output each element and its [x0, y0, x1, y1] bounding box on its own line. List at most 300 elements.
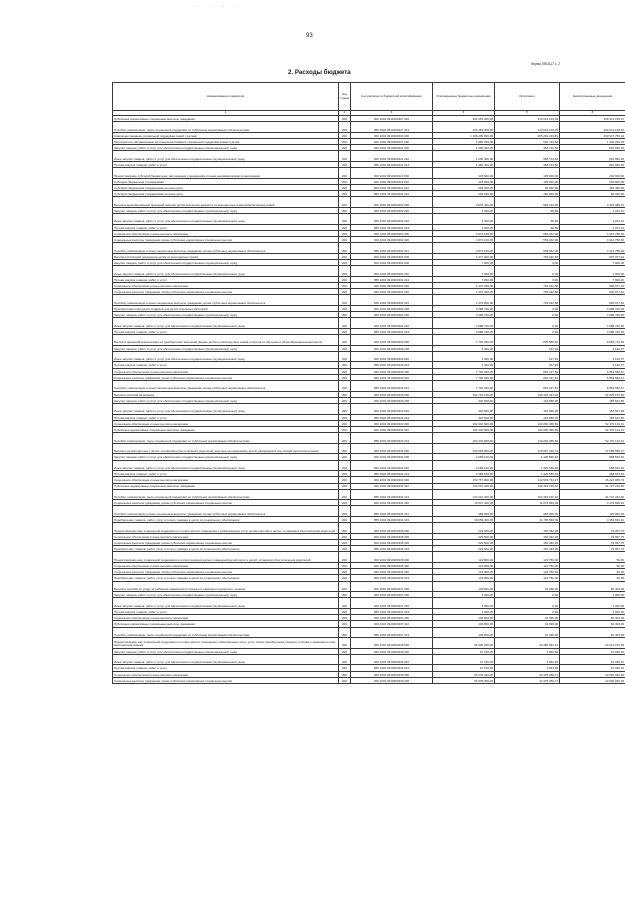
- row-line-code: 200: [339, 460, 351, 471]
- row-name: Закупка товаров, работ и услуг для обеспечения государственных (муниципальных) нужд: [113, 345, 339, 351]
- row-approved-amount: 134 210 400,00: [433, 483, 495, 489]
- row-executed-amount: 114 536 734,27: [495, 477, 560, 483]
- row-classification-code: 000 1004 0910300337 240: [351, 598, 433, 609]
- header-line-code: Код строки: [339, 83, 351, 111]
- row-executed-amount: 0,00: [495, 592, 560, 598]
- row-classification-code: 855 1004 0910300337 244: [351, 608, 433, 614]
- scan-specks: · · · ·: [196, 4, 242, 10]
- row-line-code: 200: [339, 477, 351, 483]
- row-line-code: 200: [339, 266, 351, 277]
- row-unexecuted-amount: 4 314 758,00: [560, 243, 625, 254]
- row-classification-code: 000 1004 0910300333 200: [351, 397, 433, 403]
- row-name: Совершенствование социальной поддержки семей с детьми: [113, 132, 339, 138]
- row-classification-code: 000 1004 0910300337 300: [351, 615, 433, 621]
- row-unexecuted-amount: 31 747 234,82: [560, 489, 625, 500]
- row-executed-amount: 9 663,90: [495, 648, 560, 654]
- table-header-row: [113, 83, 625, 111]
- row-unexecuted-amount: 868 533,54: [560, 454, 625, 460]
- row-approved-amount: 488 000,00: [433, 506, 495, 517]
- row-executed-amount: 164 958,35: [495, 404, 560, 415]
- row-line-code: 200: [339, 665, 351, 671]
- row-name: Прочая закупка товаров, работ и услуг: [113, 608, 339, 614]
- row-approved-amount: 123 800,00: [433, 563, 495, 569]
- row-classification-code: 000 1004 0910300309 240: [351, 351, 433, 362]
- row-unexecuted-amount: 2 231,31: [560, 207, 625, 213]
- row-name: Прочая закупка товаров, работ и услуг: [113, 665, 339, 671]
- row-executed-amount: 836 417,53: [495, 374, 560, 380]
- row-classification-code: 000 1004 0910300335 320: [351, 540, 433, 546]
- row-executed-amount: 140 260 465,69: [495, 433, 560, 444]
- row-approved-amount: 320 500,00: [433, 414, 495, 420]
- row-executed-amount: 150 432,25: [495, 533, 560, 539]
- row-unexecuted-amount: 62 404,00: [560, 627, 625, 638]
- row-approved-amount: 4 874 100,00: [433, 243, 495, 254]
- row-unexecuted-amount: 109 441 159,97: [560, 116, 625, 122]
- header-name: Наименование показателя: [113, 83, 339, 111]
- row-executed-amount: 836 585,46: [495, 335, 560, 346]
- row-name: Приобретение товаров, работ, услуг в пользу граждан в целях их социального обеспечения: [113, 575, 339, 581]
- row-approved-amount: 4 876 400,00: [433, 197, 495, 208]
- row-classification-code: 000 1004 0910300303 200: [351, 260, 433, 266]
- row-approved-amount: 2 289 100,00: [433, 454, 495, 460]
- row-name: Социальное обеспечение и иные выплаты населению: [113, 615, 339, 621]
- row-approved-amount: 192 430 600,00: [433, 426, 495, 432]
- row-executed-amount: 0,00: [495, 266, 560, 277]
- row-unexecuted-amount: 31 747 234,82: [560, 483, 625, 489]
- row-executed-amount: 0,00: [495, 260, 560, 266]
- row-line-code: 200: [339, 648, 351, 654]
- row-line-code: 200: [339, 161, 351, 167]
- row-approved-amount: 1 250 400,00: [433, 161, 495, 167]
- table-row: [113, 351, 625, 362]
- row-name: Иные закупки товаров, работ и услуг для обеспечения государственных (муниципальных) нужд: [113, 318, 339, 329]
- row-line-code: 200: [339, 328, 351, 334]
- form-code: Форма 0503117 с. 2: [531, 62, 561, 66]
- row-unexecuted-amount: 868 533,54: [560, 460, 625, 471]
- row-executed-amount: 44 396,00: [495, 627, 560, 638]
- page-number: 93: [306, 33, 313, 39]
- row-line-code: 200: [339, 351, 351, 362]
- row-classification-code: 000 1004 0910300302 240: [351, 214, 433, 225]
- row-name: Публичные нормативные социальные выплаты гражданам: [113, 426, 339, 432]
- row-approved-amount: 435 600,00: [433, 178, 495, 184]
- row-classification-code: 000 1004 0910300333 310: [351, 426, 433, 432]
- row-name: Прочая закупка товаров, работ и услуг: [113, 362, 339, 368]
- row-approved-amount: 322 459 300,00: [433, 122, 495, 133]
- row-approved-amount: 66 378 300,00: [433, 671, 495, 677]
- row-executed-amount: 213 016 140,03: [495, 122, 560, 133]
- table-row: [113, 460, 625, 471]
- column-number: 6: [560, 111, 625, 116]
- row-name: Субсидии бюджетным учреждениям: [113, 178, 339, 184]
- row-name: Социальные выплаты гражданам, кроме публичных нормативных социальных выплат: [113, 677, 339, 683]
- row-unexecuted-amount: 3 000,00: [560, 608, 625, 614]
- row-executed-amount: 68,69: [495, 214, 560, 225]
- row-executed-amount: 150 000,00: [495, 191, 560, 197]
- row-executed-amount: 123 750,00: [495, 563, 560, 569]
- row-executed-amount: 368 000,00: [495, 506, 560, 517]
- row-classification-code: 809 1004 0910300221 612: [351, 184, 433, 190]
- row-name: Социальное обеспечение и иные выплаты населению: [113, 420, 339, 426]
- table-row: [113, 214, 625, 225]
- row-executed-amount: 44 396,00: [495, 621, 560, 627]
- row-classification-code: 000 1004 0910300333 000: [351, 391, 433, 397]
- row-approved-amount: 320 500,00: [433, 404, 495, 415]
- row-name: Публичные нормативные социальные выплаты гражданам: [113, 116, 339, 122]
- column-number: 4: [433, 111, 495, 116]
- row-approved-amount: 1 370 000,00: [433, 282, 495, 288]
- row-line-code: 200: [339, 305, 351, 311]
- row-executed-amount: 150 432,25: [495, 523, 560, 534]
- row-executed-amount: 836 417,53: [495, 381, 560, 392]
- row-name: Закупка товаров, работ и услуг для обеспечения государственных (муниципальных) нужд: [113, 454, 339, 460]
- row-approved-amount: 106 800,00: [433, 621, 495, 627]
- row-classification-code: 000 1004 0910300335 300: [351, 533, 433, 539]
- row-approved-amount: 21 700,00: [433, 665, 495, 671]
- table-body: [113, 116, 625, 684]
- row-line-code: 200: [339, 260, 351, 266]
- row-line-code: 200: [339, 654, 351, 665]
- row-name: Социальные выплаты гражданам, кроме публичных нормативных социальных выплат: [113, 374, 339, 380]
- row-line-code: 200: [339, 638, 351, 649]
- row-line-code: 200: [339, 197, 351, 208]
- row-classification-code: 000 1004 0910300337 200: [351, 592, 433, 598]
- column-number: 3: [351, 111, 433, 116]
- row-unexecuted-amount: 155 541,65: [560, 404, 625, 415]
- row-approved-amount: 4 088 700,00: [433, 312, 495, 318]
- row-approved-amount: 206 200,00: [433, 191, 495, 197]
- row-unexecuted-amount: 1 132 256,18: [560, 138, 625, 144]
- row-executed-amount: 102 463 165,18: [495, 489, 560, 500]
- row-name: Выплаты детям-сиротам и детям, оставшимся без попечения родителей, выплата на содержание детей, находящихся под опекой (попечительством): [113, 443, 339, 454]
- row-executed-amount: 44 376 259,71: [495, 671, 560, 677]
- row-line-code: 200: [339, 489, 351, 500]
- row-unexecuted-amount: 4 088 700,00: [560, 318, 625, 329]
- row-approved-amount: 3 000,00: [433, 608, 495, 614]
- row-classification-code: 000 1004 0910300337 310: [351, 621, 433, 627]
- row-unexecuted-amount: 79 067,75: [560, 523, 625, 534]
- row-name: Иные закупки товаров, работ и услуг для обеспечения государственных (муниципальных) нужд: [113, 351, 339, 362]
- row-name: Пособия, компенсации и иные социальные выплаты гражданам, кроме публичных нормативных обязательств: [113, 243, 339, 254]
- row-line-code: 200: [339, 443, 351, 454]
- row-name: Приобретение товаров, работ, услуг в пользу граждан в целях их социального обеспечения: [113, 546, 339, 552]
- row-unexecuted-amount: 37 089 556,27: [560, 443, 625, 454]
- row-classification-code: 855 1004 0910300339 244: [351, 665, 433, 671]
- row-classification-code: 000 1004 0910300334 240: [351, 460, 433, 471]
- table-row: [113, 443, 625, 454]
- row-approved-amount: 2 300,00: [433, 207, 495, 213]
- table-row: [113, 654, 625, 665]
- row-approved-amount: 229 500,00: [433, 540, 495, 546]
- row-executed-amount: 769 022,58: [495, 295, 560, 306]
- row-line-code: 200: [339, 420, 351, 426]
- row-unexecuted-amount: 22 014 076,39: [560, 638, 625, 649]
- row-approved-amount: 192 430 600,00: [433, 420, 495, 426]
- row-line-code: 200: [339, 397, 351, 403]
- row-line-code: 200: [339, 471, 351, 477]
- row-name: Выплата денежной компенсации на приобретение школьной формы детям из многодетных семей в период их обучения в общеобразовательной школе: [113, 335, 339, 346]
- row-classification-code: 855 1004 0910300309 244: [351, 362, 433, 368]
- row-classification-code: 855 1004 0910300303 321: [351, 295, 433, 306]
- row-classification-code: 000 1004 0910300304 200: [351, 312, 433, 318]
- row-line-code: 200: [339, 404, 351, 415]
- row-executed-amount: 0,00: [495, 328, 560, 334]
- row-name: Социальные выплаты гражданам, кроме публичных нормативных социальных выплат: [113, 500, 339, 506]
- row-line-code: 200: [339, 230, 351, 236]
- row-unexecuted-amount: 184 400,00: [560, 184, 625, 190]
- row-line-code: 200: [339, 178, 351, 184]
- row-unexecuted-amount: 3 000,00: [560, 592, 625, 598]
- row-executed-amount: 167,93: [495, 345, 560, 351]
- row-approved-amount: 2 300,00: [433, 362, 495, 368]
- row-name: Иные закупки товаров, работ и услуг для обеспечения государственных (муниципальных) нужд: [113, 151, 339, 162]
- row-classification-code: 000 1004 0910300339 000: [351, 638, 433, 649]
- row-unexecuted-amount: 62 404,00: [560, 621, 625, 627]
- row-name: Пособия, компенсации и иные социальные выплаты гражданам, кроме публичных нормативных обязательств: [113, 381, 339, 392]
- row-unexecuted-amount: 891 656,18: [560, 151, 625, 162]
- row-name: Иные закупки товаров, работ и услуг для обеспечения государственных (муниципальных) нужд: [113, 266, 339, 277]
- row-name: Прочая закупка товаров, работ и услуг: [113, 224, 339, 230]
- row-unexecuted-amount: 52 170 134,31: [560, 420, 625, 426]
- row-classification-code: 000 1004 0910300334 310: [351, 483, 433, 489]
- section-title: 2. Расходы бюджета: [288, 69, 351, 76]
- row-approved-amount: 192 751 100,00: [433, 391, 495, 397]
- row-unexecuted-amount: 50,00: [560, 563, 625, 569]
- row-line-code: 200: [339, 533, 351, 539]
- row-approved-amount: 1 377 000,00: [433, 253, 495, 259]
- row-line-code: 200: [339, 151, 351, 162]
- row-classification-code: 000 1004 0910300337 000: [351, 581, 433, 592]
- row-classification-code: 000 1004 0910300221 600: [351, 168, 433, 179]
- row-classification-code: 000 1004 0910300339 240: [351, 654, 433, 665]
- row-name: Приобретение новогодних подарков для детей отдельных категорий: [113, 305, 339, 311]
- row-unexecuted-amount: 155 541,65: [560, 414, 625, 420]
- row-name: Социальное обеспечение и иные выплаты населению: [113, 671, 339, 677]
- row-unexecuted-amount: 4 088 700,00: [560, 305, 625, 311]
- row-approved-amount: 2 300,00: [433, 351, 495, 362]
- row-executed-amount: 213 016 140,03: [495, 116, 560, 122]
- row-approved-amount: 322 459 300,00: [433, 116, 495, 122]
- row-classification-code: 000 1004 0910300000 000: [351, 132, 433, 138]
- row-classification-code: 855 1004 0910300309 321: [351, 381, 433, 392]
- row-name: Выплата стипендий одаренным детям из многодетных семей: [113, 253, 339, 259]
- row-executed-amount: 68,69: [495, 224, 560, 230]
- row-classification-code: 855 1004 0910300334 244: [351, 471, 433, 477]
- row-approved-amount: 2 300,00: [433, 214, 495, 225]
- row-unexecuted-amount: 6 863 582,47: [560, 381, 625, 392]
- row-unexecuted-amount: 79 067,75: [560, 546, 625, 552]
- row-unexecuted-amount: 7 000,00: [560, 276, 625, 282]
- row-classification-code: 000 1004 0910300339 200: [351, 648, 433, 654]
- row-unexecuted-amount: 607 977,42: [560, 253, 625, 259]
- row-name: Иные закупки товаров, работ и услуг для обеспечения государственных (муниципальных) нужд: [113, 404, 339, 415]
- table-row: [113, 598, 625, 609]
- row-name: Социальное обеспечение и иные выплаты населению: [113, 563, 339, 569]
- row-classification-code: 000 1004 0910300304 000: [351, 305, 433, 311]
- row-line-code: 200: [339, 374, 351, 380]
- row-name: Социальное обеспечение и иные выплаты населению: [113, 477, 339, 483]
- table-row: [113, 677, 625, 683]
- row-unexecuted-amount: 4 316 989,31: [560, 197, 625, 208]
- row-classification-code: 000 1004 0910300333 240: [351, 404, 433, 415]
- row-approved-amount: 4 874 100,00: [433, 230, 495, 236]
- row-unexecuted-amount: 230 947 750,19: [560, 132, 625, 138]
- row-executed-amount: 9 663,90: [495, 654, 560, 665]
- table-row: [113, 552, 625, 563]
- row-name: Социальные выплаты гражданам, кроме публичных нормативных социальных выплат: [113, 540, 339, 546]
- row-unexecuted-amount: 52 325 675,96: [560, 391, 625, 397]
- row-unexecuted-amount: 79 067,75: [560, 533, 625, 539]
- row-line-code: 200: [339, 214, 351, 225]
- row-executed-amount: 167,93: [495, 351, 560, 362]
- row-classification-code: 855 1004 0910300302 321: [351, 243, 433, 254]
- row-classification-code: 855 1004 0910300337 313: [351, 627, 433, 638]
- row-name: Прочая закупка товаров, работ и услуг: [113, 471, 339, 477]
- row-name: Пособия, компенсации, меры социальной поддержки по публичным нормативным обязательствам: [113, 433, 339, 444]
- row-classification-code: 000 1004 0910300333 300: [351, 420, 433, 426]
- row-unexecuted-amount: 22 002 040,29: [560, 671, 625, 677]
- row-name: Закупка товаров, работ и услуг для обеспечения государственных (муниципальных) нужд: [113, 397, 339, 403]
- budget-expenses-table: [112, 82, 625, 684]
- row-approved-amount: 2 289 100,00: [433, 471, 495, 477]
- row-approved-amount: 4 088 700,00: [433, 305, 495, 311]
- row-line-code: 200: [339, 500, 351, 506]
- row-unexecuted-amount: 2 132,07: [560, 351, 625, 362]
- row-line-code: 200: [339, 345, 351, 351]
- row-executed-amount: 769 022,58: [495, 282, 560, 288]
- row-line-code: 200: [339, 569, 351, 575]
- row-classification-code: 000 1004 0910300303 300: [351, 282, 433, 288]
- row-line-code: 200: [339, 237, 351, 243]
- row-approved-amount: 320 500,00: [433, 397, 495, 403]
- row-approved-amount: 7 000,00: [433, 276, 495, 282]
- row-name: Иные закупки товаров, работ и услуг для обеспечения государственных (муниципальных) нужд: [113, 460, 339, 471]
- row-executed-amount: 44 385 923,61: [495, 638, 560, 649]
- row-classification-code: 000 1004 0910300303 320: [351, 289, 433, 295]
- row-classification-code: 000 1004 0910300334 300: [351, 477, 433, 483]
- row-classification-code: 000 1004 0910300339 320: [351, 677, 433, 683]
- row-classification-code: 000 1004 0910300302 300: [351, 230, 433, 236]
- row-line-code: 200: [339, 540, 351, 546]
- row-classification-code: 000 1004 0910300335 000: [351, 523, 433, 534]
- row-name: Пособия, компенсации, меры социальной поддержки по публичным нормативным обязательствам: [113, 122, 339, 133]
- row-approved-amount: 1 186 209 000,00: [433, 132, 495, 138]
- row-name: Социальное обеспечение и иные выплаты населению: [113, 533, 339, 539]
- row-unexecuted-amount: 50,00: [560, 575, 625, 581]
- table-row: [113, 381, 625, 392]
- row-unexecuted-amount: 3 000,00: [560, 598, 625, 609]
- row-approved-amount: 106 800,00: [433, 627, 495, 638]
- row-name: Социальное обеспечение и иные выплаты населению: [113, 368, 339, 374]
- row-approved-amount: 16 059 400,00: [433, 517, 495, 523]
- row-classification-code: 855 1004 0910300221 612: [351, 191, 433, 197]
- row-unexecuted-amount: 4 473 830,91: [560, 500, 625, 506]
- row-name: Предоставление мер социальной поддержки по оплате жилого помещения, коммунальных услуг, услуг связи, приобретение твердого топлива и сжиженного газа многодетным семьям: [113, 638, 339, 649]
- table-row: [113, 627, 625, 638]
- row-unexecuted-amount: 22 002 040,29: [560, 677, 625, 683]
- row-name: Мероприятия, направленные на совершенствование социальной поддержки семьи и детей: [113, 138, 339, 144]
- table-row: [113, 581, 625, 592]
- row-name: Социальное обеспечение и иные выплаты населению: [113, 230, 339, 236]
- row-executed-amount: 955 261 249,81: [495, 132, 560, 138]
- row-line-code: 200: [339, 426, 351, 432]
- row-classification-code: 855 1004 0910100327 313: [351, 122, 433, 133]
- row-executed-amount: 1 420 566,46: [495, 460, 560, 471]
- row-executed-amount: 167,93: [495, 362, 560, 368]
- row-line-code: 200: [339, 671, 351, 677]
- row-name: Иные закупки товаров, работ и услуг для обеспечения государственных (муниципальных) нужд: [113, 214, 339, 225]
- row-line-code: 200: [339, 546, 351, 552]
- row-name: Прочая закупка товаров, работ и услуг: [113, 328, 339, 334]
- row-line-code: 200: [339, 523, 351, 534]
- row-line-code: 200: [339, 184, 351, 190]
- row-executed-amount: 533 743,82: [495, 138, 560, 144]
- row-executed-amount: 559 342,00: [495, 243, 560, 254]
- row-name: Закупка товаров, работ и услуг для обеспечения государственных (муниципальных) нужд: [113, 312, 339, 318]
- row-line-code: 200: [339, 483, 351, 489]
- row-approved-amount: 21 700,00: [433, 654, 495, 665]
- row-line-code: 200: [339, 627, 351, 638]
- row-unexecuted-amount: 52 170 134,31: [560, 433, 625, 444]
- row-name: Пособия, компенсации, меры социальной поддержки по публичным нормативным обязательствам: [113, 489, 339, 500]
- row-executed-amount: 44 396,00: [495, 615, 560, 621]
- row-executed-amount: 102 463 165,18: [495, 483, 560, 489]
- row-name: Социальные выплаты гражданам, кроме публичных нормативных социальных выплат: [113, 237, 339, 243]
- row-unexecuted-amount: 891 656,18: [560, 145, 625, 151]
- row-executed-amount: 164 958,35: [495, 414, 560, 420]
- row-unexecuted-amount: 12 036,10: [560, 665, 625, 671]
- row-classification-code: 000 1004 0910300334 200: [351, 454, 433, 460]
- row-unexecuted-amount: 52 170 134,31: [560, 426, 625, 432]
- row-approved-amount: 229 500,00: [433, 533, 495, 539]
- row-line-code: 200: [339, 116, 351, 122]
- row-classification-code: 000 1004 0910300309 300: [351, 368, 433, 374]
- row-line-code: 200: [339, 253, 351, 259]
- row-executed-amount: 559 342,00: [495, 237, 560, 243]
- row-classification-code: 000 1004 0910300221 200: [351, 145, 433, 151]
- row-approved-amount: 7 000,00: [433, 266, 495, 277]
- row-name: Субсидии бюджетным учреждениям на иные цели: [113, 184, 339, 190]
- row-unexecuted-amount: 4 088 700,00: [560, 328, 625, 334]
- row-classification-code: 000 1004 0910300303 000: [351, 253, 433, 259]
- row-classification-code: 000 1004 0910300302 000: [351, 197, 433, 208]
- row-classification-code: 855 1004 0910300221 244: [351, 161, 433, 167]
- row-name: Закупка товаров, работ и услуг для обеспечения государственных (муниципальных) нужд: [113, 207, 339, 213]
- row-approved-amount: 3 000,00: [433, 598, 495, 609]
- row-executed-amount: 769 022,58: [495, 253, 560, 259]
- row-unexecuted-amount: 4 088 700,00: [560, 312, 625, 318]
- row-classification-code: 000 1004 0910300339 300: [351, 671, 433, 677]
- row-unexecuted-amount: 600 977,42: [560, 289, 625, 295]
- row-unexecuted-amount: 155 541,65: [560, 397, 625, 403]
- row-name: Пособия, компенсации и иные социальные выплаты гражданам, кроме публичных нормативных обязательств: [113, 506, 339, 517]
- column-number: 1: [113, 111, 339, 116]
- row-unexecuted-amount: 6 863 582,47: [560, 368, 625, 374]
- row-executed-amount: 358 743,82: [495, 161, 560, 167]
- row-classification-code: 855 1004 0910300333 313: [351, 433, 433, 444]
- row-classification-code: 000 1004 0910300303 240: [351, 266, 433, 277]
- row-executed-amount: 769 022,58: [495, 289, 560, 295]
- row-approved-amount: 21 700,00: [433, 648, 495, 654]
- row-executed-amount: 11 705 569,09: [495, 517, 560, 523]
- table-row: [113, 404, 625, 415]
- table-row: [113, 122, 625, 133]
- header-executed: Исполнено: [495, 83, 560, 111]
- row-line-code: 200: [339, 592, 351, 598]
- table-row: [113, 197, 625, 208]
- row-unexecuted-amount: 7 000,00: [560, 266, 625, 277]
- row-approved-amount: 2 300,00: [433, 345, 495, 351]
